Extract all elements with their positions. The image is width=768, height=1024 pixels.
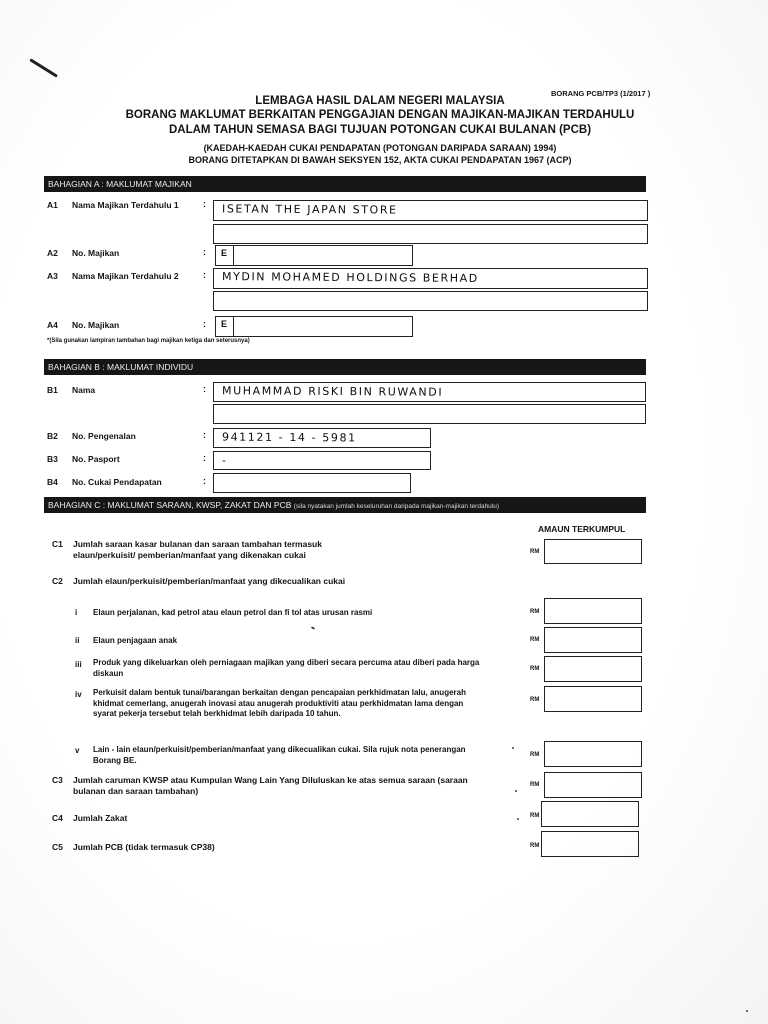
c5-text: Jumlah PCB (tidak termasuk CP38) xyxy=(73,842,215,852)
c2-item-v-currency: RM xyxy=(530,752,540,758)
c3-amount-field[interactable] xyxy=(544,772,642,798)
c2-item-i-amount-field[interactable] xyxy=(544,598,642,624)
b1-label: Nama xyxy=(72,385,96,395)
amount-column-header: AMAUN TERKUMPUL xyxy=(538,524,626,534)
section-a-header: BAHAGIAN A : MAKLUMAT MAJIKAN xyxy=(44,176,646,192)
c2-item-iii-currency: RM xyxy=(530,666,540,672)
c2-item-ii-amount-field[interactable] xyxy=(544,627,642,653)
b2-code: B2 xyxy=(47,431,58,441)
c2-item-ii-text: Elaun penjagaan anak xyxy=(93,636,178,645)
section-b-header: BAHAGIAN B : MAKLUMAT INDIVIDU xyxy=(44,359,646,375)
c4-code: C4 xyxy=(52,813,63,823)
a2-employer-number-field[interactable] xyxy=(215,245,413,266)
b3-colon: : xyxy=(203,453,206,463)
a2-code: A2 xyxy=(47,248,58,258)
c2-item-iv-currency: RM xyxy=(530,697,540,703)
c4-currency: RM xyxy=(530,813,540,819)
c2-item-iii-amount-field[interactable] xyxy=(544,656,642,682)
scan-speck xyxy=(512,747,514,749)
c2-item-i-text: Elaun perjalanan, kad petrol atau elaun petrol dan fi tol atas urusan rasmi xyxy=(93,608,373,617)
c2-item-v-numeral: v xyxy=(75,746,80,755)
agency-title: LEMBAGA HASIL DALAM NEGERI MALAYSIA xyxy=(255,95,505,107)
b3-code: B3 xyxy=(47,454,58,464)
a3-employer-name-field-line-2[interactable] xyxy=(213,291,648,311)
b3-handwritten-value: - xyxy=(221,453,228,468)
scan-speck xyxy=(517,818,519,820)
a4-prefix-divider xyxy=(233,317,234,336)
c3-code: C3 xyxy=(52,775,63,785)
b4-tax-number-field[interactable] xyxy=(213,473,411,493)
a3-employer-name-field[interactable] xyxy=(213,268,648,289)
scan-speck xyxy=(515,790,517,792)
a2-prefix-divider xyxy=(233,246,234,265)
c2-item-iv-amount-field[interactable] xyxy=(544,686,642,712)
a1-colon: : xyxy=(203,199,206,209)
c2-item-v-amount-field[interactable] xyxy=(544,741,642,767)
a3-code: A3 xyxy=(47,271,58,281)
c3-currency: RM xyxy=(530,782,540,788)
c5-currency: RM xyxy=(530,843,540,849)
scan-speck xyxy=(746,1010,748,1012)
b1-handwritten-value: MUHAMMAD RISKI BIN RUWANDI xyxy=(221,384,444,399)
a3-handwritten-value: MYDIN MOHAMED HOLDINGS BERHAD xyxy=(221,270,479,285)
b1-code: B1 xyxy=(47,385,58,395)
c2-text: Jumlah elaun/perkuisit/pemberian/manfaat yang dikecualikan cukai xyxy=(73,576,346,586)
c1-amount-field[interactable] xyxy=(544,539,642,564)
form-code: BORANG PCB/TP3 (1/2017 ) xyxy=(551,89,651,98)
b2-handwritten-value: 941121 - 14 - 5981 xyxy=(221,430,357,445)
c1-text: Jumlah saraan kasar bulanan dan saraan tambahan termasuk elaun/perkuisit/ pemberian/manfaat yang dikenakan cukai xyxy=(73,539,322,560)
a1-employer-name-field-line-2[interactable] xyxy=(213,224,648,244)
c3-text: Jumlah caruman KWSP atau Kumpulan Wang Lain Yang Diluluskan ke atas semua saraan (saraan bulanan dan saraan tambahan) xyxy=(73,775,468,796)
a1-employer-name-field[interactable] xyxy=(213,200,648,221)
c5-code: C5 xyxy=(52,842,63,852)
a3-label: Nama Majikan Terdahulu 2 xyxy=(72,271,179,281)
c2-item-v-text: Lain - lain elaun/perkuisit/pemberian/manfaat yang dikecualikan cukai. Sila rujuk nota penerangan Borang BE. xyxy=(93,745,466,765)
a4-employer-number-field[interactable] xyxy=(215,316,413,337)
a4-prefix-e: E xyxy=(221,319,228,329)
a1-label: Nama Majikan Terdahulu 1 xyxy=(72,200,179,210)
a1-code: A1 xyxy=(47,200,58,210)
b2-identification-field[interactable] xyxy=(213,428,431,448)
c4-amount-field[interactable] xyxy=(541,801,639,827)
c2-item-ii-currency: RM xyxy=(530,637,540,643)
c2-item-i-currency: RM xyxy=(530,609,540,615)
a2-prefix-e: E xyxy=(221,248,228,258)
b2-label: No. Pengenalan xyxy=(72,431,136,441)
act-reference: BORANG DITETAPKAN DI BAWAH SEKSYEN 152, AKTA CUKAI PENDAPATAN 1967 (ACP) xyxy=(188,155,572,165)
b3-label: No. Pasport xyxy=(72,454,120,464)
additional-employer-note: *(Sila gunakan lampiran tambahan bagi majikan ketiga dan seterusnya) xyxy=(47,338,250,344)
section-c-title: BAHAGIAN C : MAKLUMAT SARAAN, KWSP, ZAKAT DAN PCB xyxy=(48,500,292,510)
form-title-line-2: DALAM TAHUN SEMASA BAGI TUJUAN POTONGAN CUKAI BULANAN (PCB) xyxy=(168,124,592,136)
a3-colon: : xyxy=(203,270,206,280)
b2-colon: : xyxy=(203,430,206,440)
c2-item-iv-text: Perkuisit dalam bentuk tunai/barangan berkaitan dengan pencapaian perkhidmatan lalu, anugerah khidmat cemerlang, anugerah inovasi atau anugerah produktiviti atau perkhidmatan lama dengan syarat pekerja tersebut telah berkhidmat lebih daripada 10 tahun. xyxy=(93,688,466,718)
a2-label: No. Majikan xyxy=(72,248,120,258)
c4-text: Jumlah Zakat xyxy=(73,813,128,823)
c1-currency: RM xyxy=(530,549,540,555)
form-title-line-1: BORANG MAKLUMAT BERKAITAN PENGGAJIAN DENGAN MAJIKAN-MAJIKAN TERDAHULU xyxy=(125,109,635,121)
c2-item-iii-text: Produk yang dikeluarkan oleh perniagaan majikan yang diberi secara percuma atau diberi pada harga diskaun xyxy=(93,658,480,678)
c2-item-iv-numeral: iv xyxy=(75,690,82,699)
b1-colon: : xyxy=(203,384,206,394)
b4-colon: : xyxy=(203,476,206,486)
a1-handwritten-value: ISETAN THE JAPAN STORE xyxy=(221,202,398,217)
c2-code: C2 xyxy=(52,576,63,586)
b1-name-field-line-2[interactable] xyxy=(213,404,646,424)
a4-colon: : xyxy=(203,319,206,329)
b1-name-field[interactable] xyxy=(213,382,646,402)
section-c-title-note: (sila nyatakan jumlah keseluruhan daripada majikan-majikan terdahulu) xyxy=(293,503,500,510)
a4-label: No. Majikan xyxy=(72,320,120,330)
b4-label: No. Cukai Pendapatan xyxy=(72,477,162,487)
c2-item-ii-numeral: ii xyxy=(75,636,80,645)
c2-item-iii-numeral: iii xyxy=(75,660,82,669)
c2-item-i-numeral: i xyxy=(75,608,78,617)
b4-code: B4 xyxy=(47,477,58,487)
c5-amount-field[interactable] xyxy=(541,831,639,857)
c1-code: C1 xyxy=(52,539,63,549)
a4-code: A4 xyxy=(47,320,58,330)
section-c-header xyxy=(44,497,646,513)
regulation-reference: (KAEDAH-KAEDAH CUKAI PENDAPATAN (POTONGAN DARIPADA SARAAN) 1994) xyxy=(203,143,557,153)
a2-colon: : xyxy=(203,247,206,257)
b3-passport-field[interactable] xyxy=(213,451,431,470)
